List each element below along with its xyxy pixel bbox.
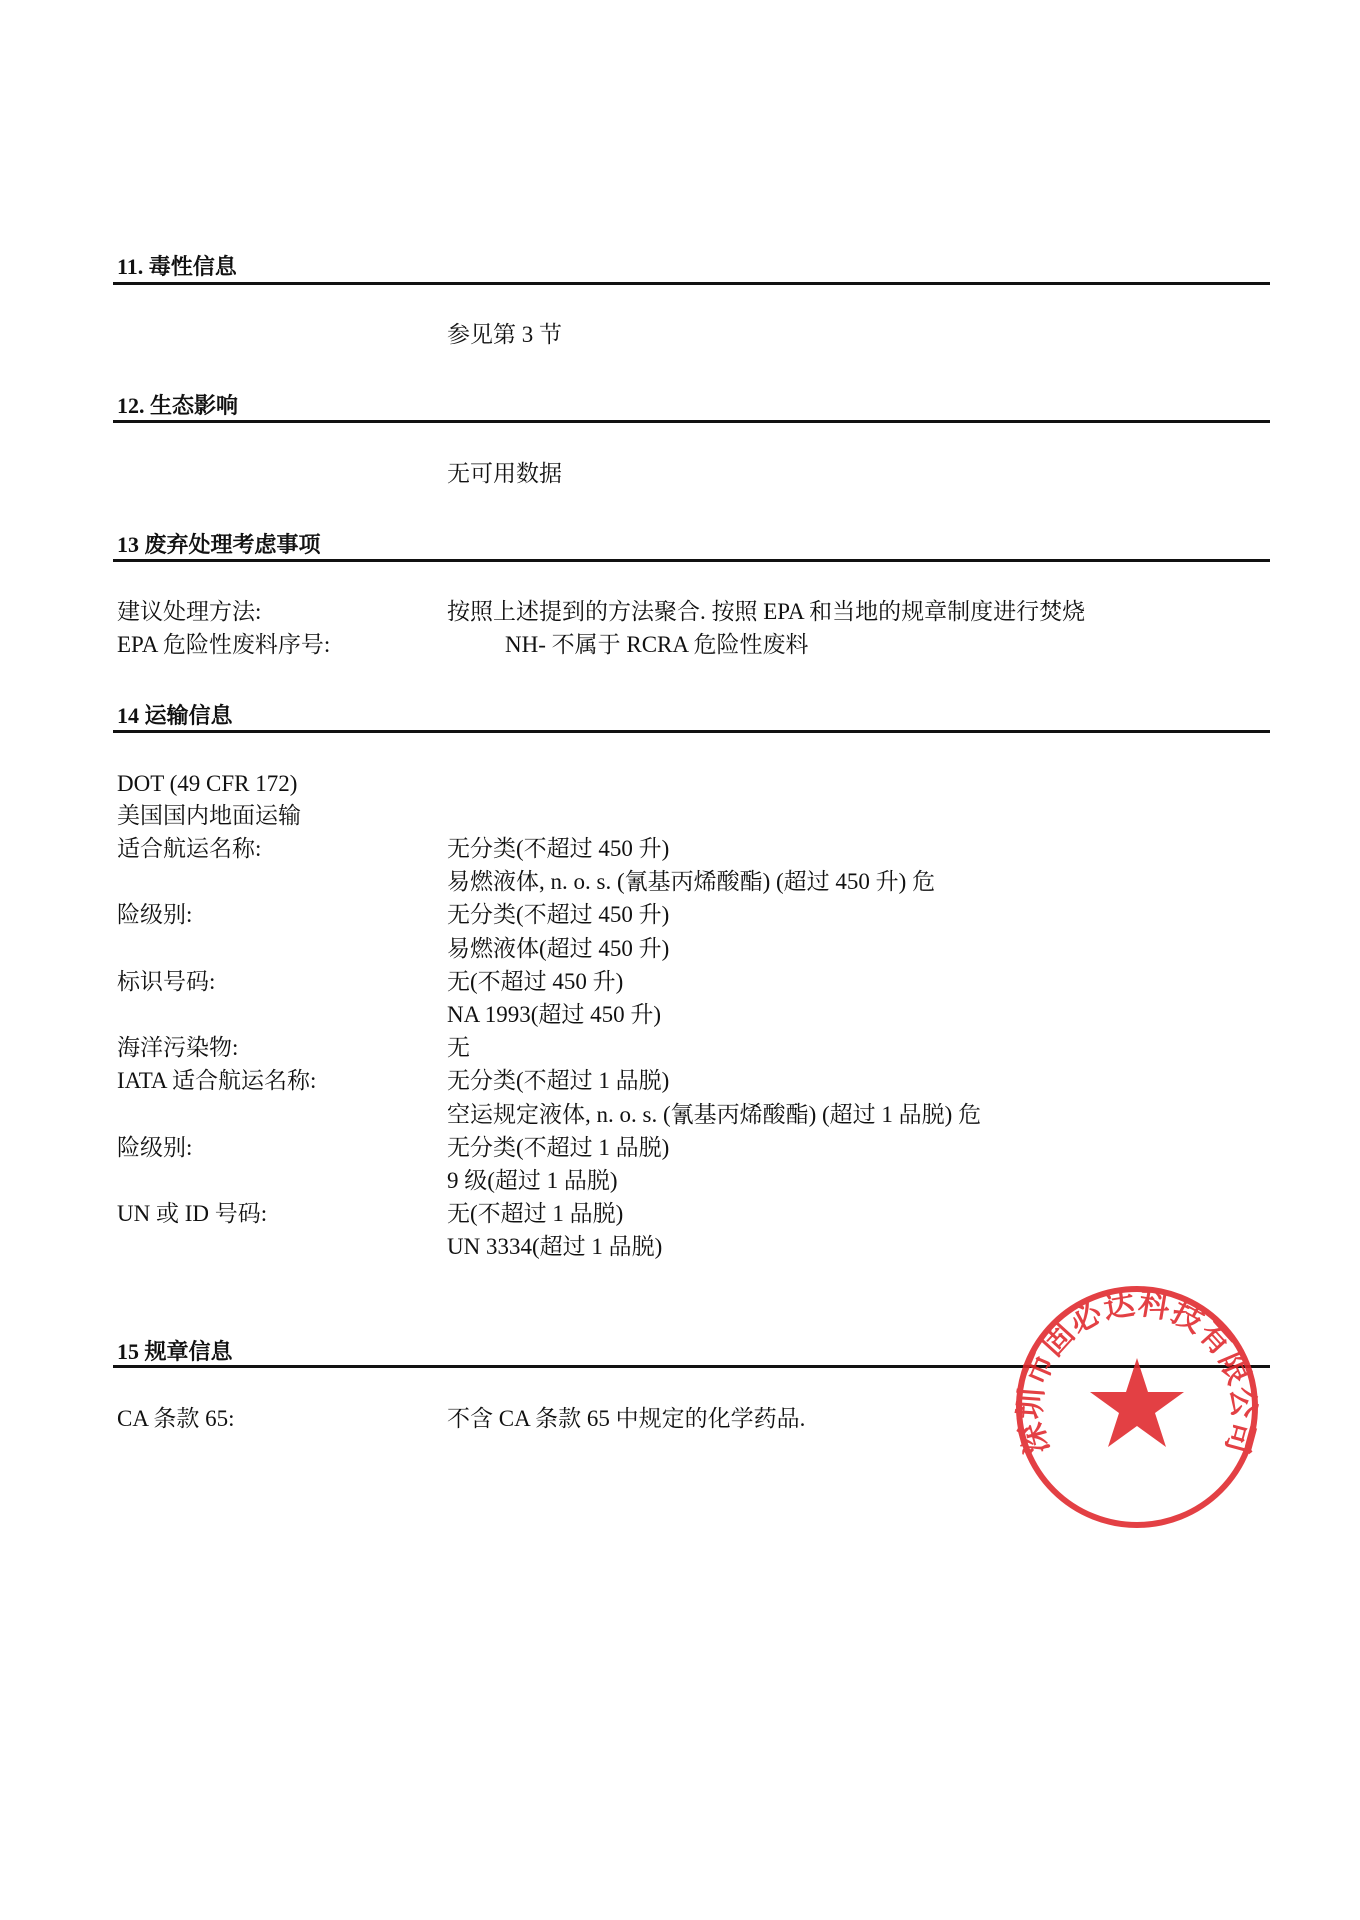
section-11-heading: 11. 毒性信息	[117, 254, 237, 279]
star-icon	[1090, 1358, 1184, 1447]
field-label: 标识号码:	[117, 968, 216, 994]
section-12-heading: 12. 生态影响	[117, 393, 239, 418]
field-label: 海洋污染物:	[117, 1035, 239, 1061]
field-value: 无	[447, 1035, 470, 1061]
field-label: IATA 适合航运名称:	[117, 1068, 317, 1094]
field-label: 险级别:	[117, 902, 193, 928]
divider	[113, 282, 1270, 285]
field-value: 空运规定液体, n. o. s. (氰基丙烯酸酯) (超过 1 品脱) 危	[447, 1101, 982, 1127]
svg-text:深圳市固必达科技有限公司: 深圳市固必达科技有限公司	[1012, 1285, 1262, 1459]
company-seal-stamp	[1010, 1280, 1264, 1534]
field-value: 无分类(不超过 450 升)	[447, 836, 670, 861]
field-value: 无分类(不超过 450 升)	[447, 902, 670, 928]
field-value: 易燃液体(超过 450 升)	[447, 935, 670, 961]
field-label: UN 或 ID 号码:	[117, 1201, 268, 1227]
field-value: 易燃液体, n. o. s. (氰基丙烯酸酯) (超过 450 升) 危	[447, 869, 936, 895]
section-13-heading: 13 废弃处理考虑事项	[117, 532, 321, 557]
field-value: 无分类(不超过 1 品脱)	[447, 1134, 670, 1160]
field-label: 建议处理方法:	[117, 599, 262, 624]
field-value: UN 3334(超过 1 品脱)	[447, 1234, 663, 1260]
section-15-heading: 15 规章信息	[117, 1339, 233, 1364]
divider	[113, 730, 1270, 733]
field-value: 9 级(超过 1 品脱)	[447, 1168, 618, 1193]
field-value: NH- 不属于 RCRA 危险性废料	[505, 632, 809, 657]
divider	[113, 420, 1270, 423]
field-value: 不含 CA 条款 65 中规定的化学药品.	[447, 1406, 806, 1431]
field-label: 险级别:	[117, 1134, 193, 1160]
field-value: 无分类(不超过 1 品脱)	[447, 1068, 670, 1094]
field-label: EPA 危险性废料序号:	[117, 632, 331, 657]
field-label: 适合航运名称:	[117, 836, 262, 861]
section-11-text: 参见第 3 节	[447, 322, 562, 347]
dot-reference: DOT (49 CFR 172)	[117, 771, 298, 796]
field-label: CA 条款 65:	[117, 1406, 235, 1431]
divider	[113, 559, 1270, 562]
field-value: NA 1993(超过 450 升)	[447, 1002, 662, 1027]
field-value: 按照上述提到的方法聚合. 按照 EPA 和当地的规章制度进行焚烧	[447, 599, 1086, 624]
field-value: 无(不超过 450 升)	[447, 968, 624, 994]
section-12-text: 无可用数据	[447, 461, 562, 486]
domestic-ground-transport: 美国国内地面运输	[117, 803, 301, 828]
field-value: 无(不超过 1 品脱)	[447, 1201, 624, 1227]
section-14-heading: 14 运输信息	[117, 703, 233, 728]
